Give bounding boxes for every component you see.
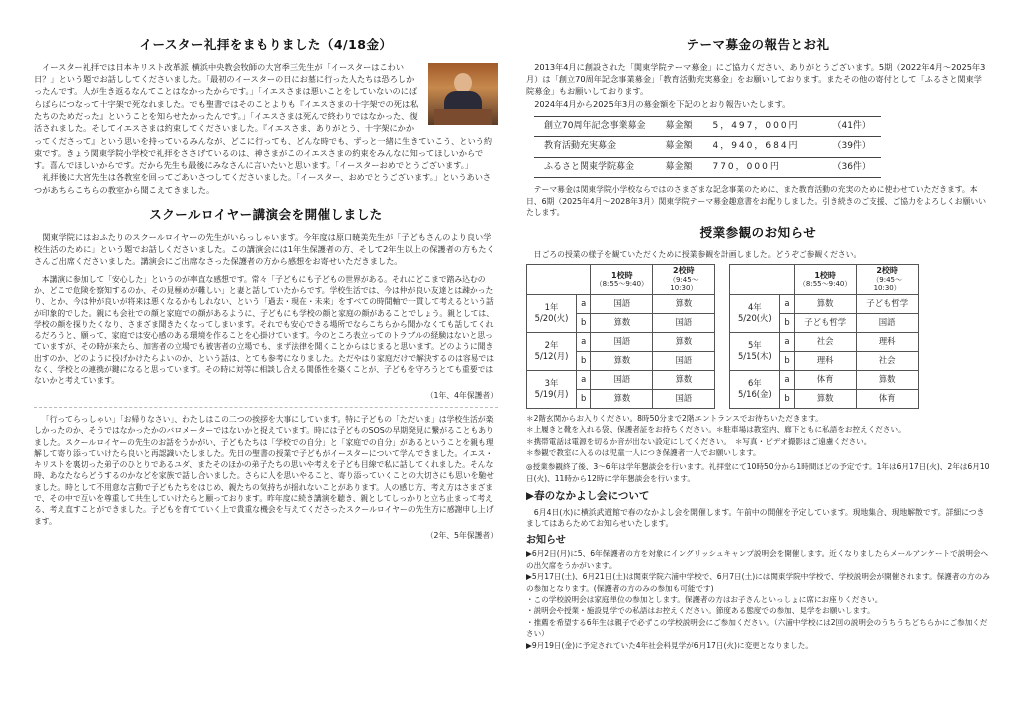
theme-fund-report: 2024年4月から2025年3月の募金額を下記のとおり報告いたします。 — [534, 98, 791, 109]
fund-count: （36件） — [822, 157, 880, 178]
easter-title: イースター礼拝をまもりました（4/18金） — [139, 37, 393, 52]
grade-cell: 1年 5/20(火) — [527, 294, 577, 332]
period-2-header: 2校時 （9:45～10:30） — [653, 265, 715, 294]
divider — [34, 407, 498, 408]
theme-fund-section — [526, 36, 990, 218]
easter-section — [34, 36, 498, 196]
open-class-title: 授業参観のお知らせ — [699, 225, 817, 241]
schedule-table-lower: 1校時 （8:55～9:40） 2校時 （9:45～10:30） 1年 5/20(火) a 国語 算数 b 算数 国語 2年 5/12(月) a 国語 算数 b 算数 国語 3年 5/19(月) a 国語 算数 b 算数 国語 — [526, 264, 715, 408]
schedule-tables — [526, 264, 990, 408]
grade-cell: 4年 5/20(火) — [730, 294, 780, 332]
spring-event-title: ▶春のなかよし会について — [526, 490, 650, 503]
fund-amount: 770，000円 — [702, 157, 822, 178]
fund-row — [534, 157, 881, 178]
easter-paragraph: イースター礼拝では日本キリスト改革派 横浜中央教会牧師の大宮季三先生が「イースターはこわい日？」という題でお話ししてくださいました。「最初のイースターの日にお墓に行った人たちは恐ろしかったんです。人が生き返るなんてことはなかったからです。」「イエスさまは悪いことをしていないのにばらばらにつなって十字架で死なれました。でも聖書ではそのことよりも『イエスさまの十字架での死は私たちのためだった』ということを知らせたかったんです。」「イエスさまは死んで終わりではなかった、復活されました。そしてイエスさまは約束してくださいました。『イエスさま、ありがとう、十字架にかかってくださって』という思いを持っているみんなが、どこに行っても、どんな時でも、ずっと一緒に生きていこう、という約束です。きょう関東学院小学校で礼拝をささげているのは、神さまがこのイエスさまの約束をみんなに知ってほしいからです。喜んでほしいからです。だから先生も最後にみなさんに言いたいと思います。「イースターおめでとうございます。」 — [34, 61, 493, 171]
notice-item: ・この学校説明会は家庭単位の参加とします。保護者の方はお子さんといっしょに席にお座りください。 — [526, 595, 883, 604]
theme-fund-closing: テーマ募金は関東学院小学校ならではのさまざまな記念事業のために、また教育活動の充実のために使わせていただきます。本日、6期（2025年4月～2028年3月）関東学院テーマ募金趣意書をお配りしました。引き続きのご支援、ご協力をよろしくお願いいたします。 — [526, 185, 986, 218]
fund-amount: 4，940，684円 — [702, 137, 822, 158]
fund-row — [534, 137, 881, 158]
schedule-table-upper: 1校時 （8:55～9:40） 2校時 （9:45～10:30） 4年 5/20(火) a 算数 子ども哲学 b 子ども哲学 国語 5年 5/15(木) a 社会 理科 b 理科 社会 6年 5/16(金) a 体育 算数 b 算数 体育 — [729, 264, 918, 408]
open-class-section — [526, 224, 990, 484]
fund-row — [534, 116, 881, 137]
open-class-notes: ＊2階玄関からお入りください。8時50分まで2階エントランスでお待ちいただきます。 ＊上履きと靴を入れる袋、保護者証をお持ちください。＊駐車場は教室内、廊下ともに私語をお控えください。 ＊携帯電話は電源を切るか音が出ない設定にしてください。 ＊写真・ビデオ撮影はご遠慮ください。 ＊参観で教室に入るのは児童一人につき保護者一人でお願いします。 ◎授業参観終了後、3～6年は学年懇談会を行います。礼拝堂にて10時50分から1時間ほどの予定です。1年は6月17日(火)、2年は6月10日(火)、11時から12時に学年懇談会を行います。 — [526, 413, 990, 483]
grade-cell: 5年 5/15(木) — [730, 332, 780, 370]
period-1-header: 1校時 （8:55～9:40） — [591, 265, 653, 294]
notice-item: ・説明会や授業・施設見学での私語はお控えください。節度ある態度での参加、見学をお願いします。 — [526, 606, 875, 616]
notice-section — [526, 533, 990, 651]
parent-signature-2: （2年、5年保護者） — [425, 530, 498, 540]
fund-name: 教育活動充実募金 — [534, 137, 655, 158]
fund-label: 募金額 — [655, 116, 702, 137]
grade-cell: 6年 5/16(金) — [730, 370, 780, 408]
period-1-header: 1校時 （8:55～9:40） — [794, 265, 856, 294]
parent-comment-1: 本講演に参加して「安心した」というのが率直な感想です。常々「子どもにも子どもの世界がある。それにどこまで踏み込むのか、どこで危険を察知するのか、その見極めが難しい」と妻と話していたからです。学校生活では、今は仲が良い友達とは疎かったり、とか、今は仲が良いが将来は悪くなるかもしれない、という「過去・現在・未来」をすべての時間軸で一貫して考えるという話が印象的でした。親にも会社での顔と家庭での顔があるように、子どもにも学校の顔と家庭の顔があることでしょう。親としては、学校の顔を探りたくなり、さまざま聞きたくなってしまいます。それでも安心できる場所でならこちらから聞かなくても話してくれるだろうと、願って、家庭では安心感のある環境を作ることを心掛けています。今のところ表立ってのトラブルの経験はないと思っていますが、その時が来たら、加害者の立場でも被害者の立場でも、まず法律を聞くことからはじまると思います。どのように聞き出すのか、どのように投げかけたらよいのか、という話は、とても参考になりました。ただやはり家庭だけで解決するのは容易ではなく、学校との連携が鍵になると思っています。その時に対等に相談し合える関係性を築くことが、子どもを守ろうとても重要ではないかと考えています。 — [34, 274, 495, 386]
notice-label: お知らせ — [526, 535, 566, 547]
open-class-intro: 日ごろの授業の様子を観ていただくために授業参観を計画しました。どうぞご参観ください。 — [533, 250, 862, 260]
school-lawyer-section — [34, 206, 498, 541]
fund-name: ふるさと関東学院募金 — [534, 157, 655, 178]
parent-comment-2: 「行ってらっしゃい」「お帰りなさい」、わたしはこの二つの挨拶を大事にしています。特に子どもの「ただいま」は学校生活が楽しかったのか、そうではなかったかのバロメーターではないかと捉えています。時には子どものSOSの早期発見に繋がることもありました。スクールロイヤーの先生のお話をうかがい、子どもたちは「学校での自分」と「家庭での自分」があるということを親も理解して寄り添っていけたら良いと再認識いたしました。先日の聖書の授業で子どもがイースターについて学んできました。イエス・キリストを裏切った弟子のひとりであるユダ、またそのほかの弟子たちの思いや考えを子ども目線で私に話してくれました。そんな時、あなたならどうするのかなどを家族で話し合いました。さらに人を思いやること、寄り添っていくことの大切さにも思いを馳せました。時として不用意な言動で子どもたちをはじめ、親たちの気持ちが揺れないことがあります。人の感じ方、考え方はさまざまで、その中で互いを尊重して共生していけたらと願っております。昨年度に続き講演を聴き、親としてしっかりと立ち止まって考える、考え直すことができました。子どもを育てていく上で貴重な機会を与えてくださったスクールロイヤーの先生方に感謝申し上げます。 — [34, 414, 495, 526]
notice-list — [526, 548, 990, 651]
notice-item: ▶5月17日(土)、6月21日(土)は関東学院六浦中学校で、6月7日(土)には関東学院中学校で、学校説明会が開催されます。保護者の方のみの参加となります。(保護者の方のみの参加も可能です) — [526, 572, 990, 593]
fund-label: 募金額 — [655, 157, 702, 178]
fund-count: （39件） — [822, 137, 880, 158]
left-column — [34, 30, 498, 704]
fund-count: （41件） — [822, 116, 880, 137]
period-2-header: 2校時 （9:45～10:30） — [856, 265, 918, 294]
grade-cell: 3年 5/19(月) — [527, 370, 577, 408]
pastor-photo — [428, 63, 498, 125]
notice-item: ・推薦を希望する6年生は親子で必ずこの学校説明会にご参加ください。（六浦中学校には2回の説明会のうちうちどちらかにご参加ください） — [526, 617, 988, 639]
easter-paragraph-2: 礼拝後に大宮先生は各教室を回ってごあいさつしてくださいました。「イースター、おめでとうございます。」というあいさつがあちらこちらの教室から聞こえてきました。 — [34, 172, 492, 195]
fund-table — [534, 116, 881, 179]
theme-fund-intro: 2013年4月に創設された「関東学院テーマ募金」にご協力ください、ありがとうございます。5期（2022年4月～2025年3月）は「創立70周年記念事業募金」「教育活動充実募金」をお願いしております。またその他の寄付として「ふるさと関東学院募金」もお願いしております。 — [526, 61, 986, 97]
notice-item: ▶9月19日(金)に予定されていた4年社会科見学が6月17日(火)に変更となりました。 — [526, 640, 813, 650]
parent-signature-1: （1年、4年保護者） — [425, 390, 498, 400]
lawyer-title: スクールロイヤー講演会を開催しました — [149, 207, 383, 223]
after-class-meeting: ◎授業参観終了後、3～6年は学年懇談会を行います。礼拝堂にて10時50分から1時間ほどの予定です。1年は6月17日(火)、2年は6月10日(火)、11時から12時に学年懇談会を行います。 — [526, 462, 990, 483]
theme-fund-title: テーマ募金の報告とお礼 — [686, 37, 830, 52]
fund-amount: 5，497，000円 — [702, 116, 822, 137]
lawyer-intro: 関東学院にはおふたりのスクールロイヤーの先生がいらっしゃいます。今年度は原口暁美先生が「子どもさんのより良い学校生活のために」という題でお話しくださいました。この講演会には1年生保護者の方、そして2年生以上の保護者の方もたくさんご出席くださいました。講演会にご出席なさった保護者の方から感想をお寄せいただきました。 — [34, 231, 495, 267]
fund-label: 募金額 — [655, 137, 702, 158]
spring-event-text: 6月4日(水)に横浜武道館で春のなかよし会を開催します。午前中の開催を予定しています。現地集合、現地解散です。詳細につきましてはあらためてお知らせいたします。 — [526, 507, 985, 529]
spring-event-section — [526, 489, 990, 529]
right-column — [526, 30, 990, 704]
fund-name: 創立70周年記念事業募金 — [534, 116, 655, 137]
grade-cell: 2年 5/12(月) — [527, 332, 577, 370]
notice-item: ▶6月2日(月)に5、6年保護者の方を対象にイングリッシュキャンプ説明会を開催します。近くなりましたらメールアンケートで説明会への出欠席をうかがいます。 — [526, 549, 989, 570]
